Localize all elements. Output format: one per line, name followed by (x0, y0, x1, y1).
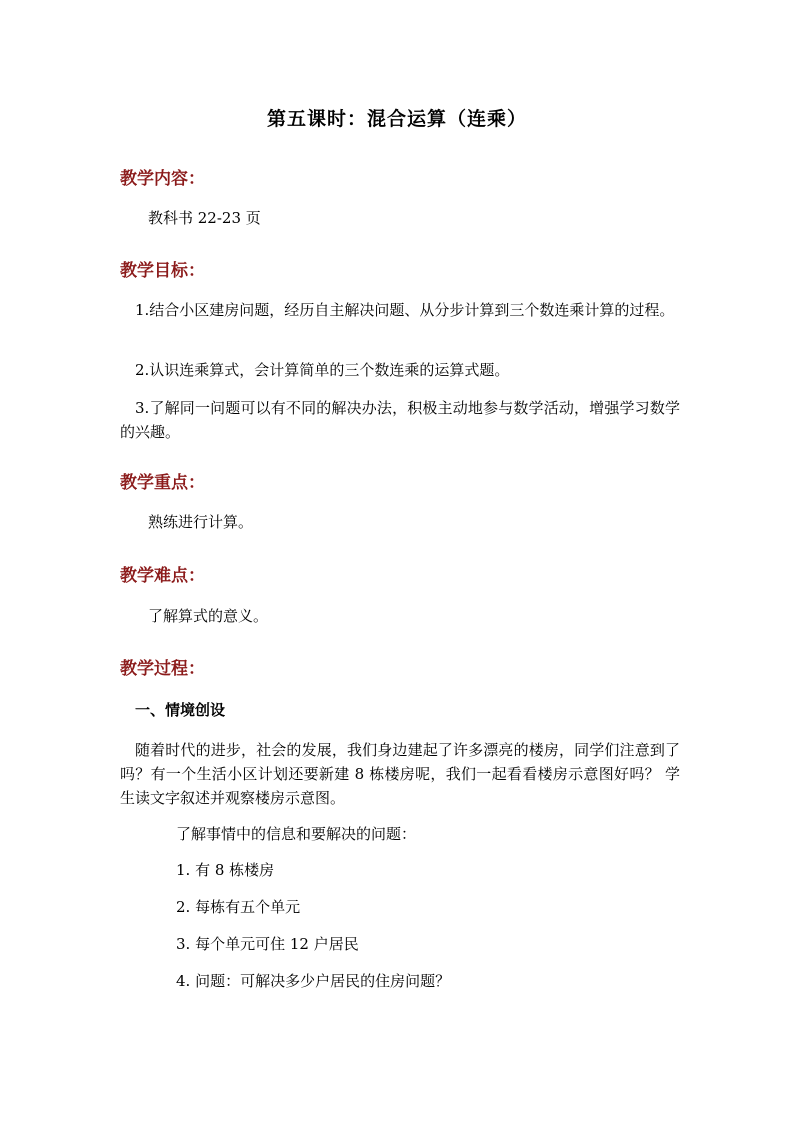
list-item: 3. 每个单元可住 12 户居民 (176, 935, 359, 953)
difficulty-body: 了解算式的意义。 (148, 607, 269, 625)
content-body: 教科书 22-23 页 (148, 209, 261, 227)
heading-goals: 教学目标： (120, 261, 205, 281)
process-intro: 随着时代的进步，社会的发展，我们身边建起了许多漂亮的楼房，同学们注意到了吗？有一个生活小区计划还要新建 8 栋楼房呢，我们一起看看楼房示意图好吗？ 学生读文字叙述并观察楼房示意图。 (120, 741, 680, 807)
heading-key-point: 教学重点： (120, 473, 205, 493)
heading-difficulty: 教学难点： (120, 566, 205, 586)
list-item: 1. 有 8 栋楼房 (176, 861, 275, 879)
goal-item-3: 3.了解同一问题可以有不同的解决办法，积极主动地参与数学活动，增强学习数学的兴趣。 (120, 399, 680, 441)
page-title: 第五课时：混合运算（连乘） (266, 108, 527, 130)
list-item: 2. 每栋有五个单元 (176, 898, 301, 916)
goal-item-2: 2.认识连乘算式，会计算简单的三个数连乘的运算式题。 (135, 361, 510, 379)
heading-content: 教学内容： (120, 169, 205, 189)
key-point-body: 熟练进行计算。 (148, 513, 254, 531)
info-label: 了解事情中的信息和要解决的问题： (176, 825, 417, 843)
heading-process: 教学过程： (120, 659, 205, 679)
list-item: 4. 问题：可解决多少户居民的住房问题？ (176, 972, 451, 990)
goal-item-1: 1.结合小区建房问题，经历自主解决问题、从分步计算到三个数连乘计算的过程。 (135, 301, 675, 319)
subheading-situation: 一、情境创设 (135, 701, 226, 719)
